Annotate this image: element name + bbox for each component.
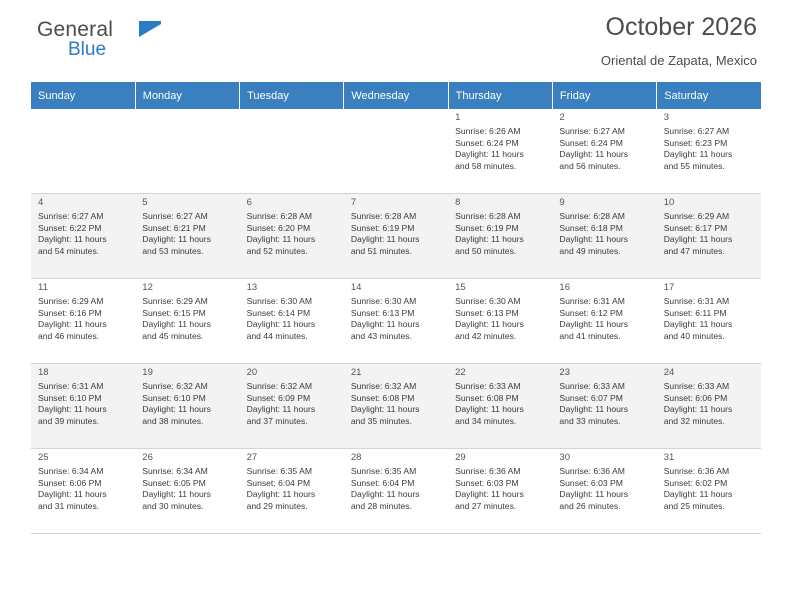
day-number: 30 <box>559 452 570 463</box>
day-detail-line: Sunrise: 6:32 AM <box>142 381 208 391</box>
day-detail-line: Sunrise: 6:30 AM <box>455 296 521 306</box>
day-detail-line: Sunrise: 6:36 AM <box>663 466 730 476</box>
day-detail-line: Daylight: 11 hours <box>455 489 524 500</box>
day-detail-line: Sunrise: 6:31 AM <box>38 381 104 391</box>
day-number: 21 <box>350 367 362 378</box>
day-detail-line: Daylight: 11 hours <box>559 489 629 500</box>
day-detail-line: Daylight: 11 hours <box>350 319 420 330</box>
day-number: 31 <box>663 452 675 463</box>
day-detail-line: Sunrise: 6:33 AM <box>455 381 521 391</box>
day-detail-line: Sunrise: 6:27 AM <box>663 126 730 136</box>
day-detail-line: Sunrise: 6:31 AM <box>559 296 625 306</box>
day-details <box>38 211 135 257</box>
weekday-header-sunday: Sunday <box>31 82 135 109</box>
day-detail-line: and 38 minutes. <box>142 415 204 426</box>
day-detail-line: Daylight: 11 hours <box>142 489 211 500</box>
day-detail-line: Sunrise: 6:27 AM <box>559 126 625 136</box>
weekday-header-tuesday: Tuesday <box>240 82 344 109</box>
day-detail-line: and 43 minutes. <box>350 330 412 341</box>
day-detail-line: Sunset: 6:05 PM <box>142 477 206 488</box>
day-detail-line: Sunrise: 6:30 AM <box>350 296 417 306</box>
day-detail-line: Daylight: 11 hours <box>246 489 316 500</box>
day-detail-line: and 47 minutes. <box>663 245 725 256</box>
day-number: 10 <box>663 197 675 208</box>
day-detail-line: Sunset: 6:11 PM <box>663 307 727 318</box>
day-detail-line: Sunset: 6:17 PM <box>663 222 728 233</box>
calendar-empty-cell <box>31 109 135 194</box>
day-number: 6 <box>246 197 252 208</box>
page-subtitle: Oriental de Zapata, Mexico <box>600 53 757 68</box>
day-details <box>559 296 656 342</box>
day-details <box>38 466 135 512</box>
day-detail-line: Daylight: 11 hours <box>246 319 316 330</box>
day-detail-line: Daylight: 11 hours <box>38 234 107 245</box>
calendar-day-cell[interactable] <box>657 194 761 279</box>
day-detail-line: Sunrise: 6:29 AM <box>38 296 104 306</box>
day-number: 2 <box>559 112 565 123</box>
day-number: 24 <box>663 367 675 378</box>
page-header <box>31 0 761 78</box>
day-detail-line: Sunrise: 6:34 AM <box>38 466 104 476</box>
calendar-day-cell[interactable] <box>448 279 552 364</box>
day-detail-line: Sunset: 6:03 PM <box>455 477 519 488</box>
day-details <box>38 296 135 342</box>
calendar-day-cell[interactable] <box>344 194 448 279</box>
day-detail-line: Daylight: 11 hours <box>350 234 420 245</box>
day-detail-line: Sunrise: 6:35 AM <box>350 466 417 476</box>
day-detail-line: Sunrise: 6:34 AM <box>142 466 208 476</box>
day-details <box>142 466 239 512</box>
day-detail-line: Daylight: 11 hours <box>142 234 211 245</box>
calendar-day-cell[interactable] <box>31 449 135 534</box>
day-detail-line: Sunset: 6:13 PM <box>455 307 519 318</box>
day-details <box>559 381 656 427</box>
day-details <box>664 296 761 342</box>
calendar-day-cell[interactable] <box>240 194 344 279</box>
day-number: 4 <box>38 197 44 208</box>
calendar-day-cell[interactable] <box>135 449 239 534</box>
day-detail-line: Sunrise: 6:36 AM <box>455 466 521 476</box>
weekday-header-saturday: Saturday <box>657 82 761 109</box>
day-detail-line: Daylight: 11 hours <box>142 404 211 415</box>
day-detail-line: Sunrise: 6:36 AM <box>559 466 625 476</box>
day-detail-line: Sunrise: 6:28 AM <box>350 211 417 221</box>
logo-text-general: General <box>37 18 114 41</box>
calendar-day-cell[interactable] <box>448 449 552 534</box>
day-detail-line: and 40 minutes. <box>663 330 725 341</box>
day-detail-line: Daylight: 11 hours <box>455 149 524 160</box>
calendar-day-cell[interactable] <box>552 109 656 194</box>
day-number: 26 <box>142 452 153 463</box>
calendar-day-cell[interactable] <box>240 364 344 449</box>
calendar-week-row <box>31 109 761 194</box>
weekday-header-thursday: Thursday <box>448 82 552 109</box>
calendar-empty-cell <box>135 109 239 194</box>
day-number: 27 <box>246 452 258 463</box>
day-detail-line: Daylight: 11 hours <box>246 404 316 415</box>
day-details <box>351 466 448 512</box>
day-details <box>455 381 552 427</box>
calendar-day-cell[interactable] <box>31 279 135 364</box>
day-detail-line: and 39 minutes. <box>38 415 100 426</box>
day-number: 14 <box>350 282 362 293</box>
day-detail-line: Sunset: 6:14 PM <box>246 307 311 318</box>
day-detail-line: Daylight: 11 hours <box>559 149 629 160</box>
day-number: 28 <box>350 452 362 463</box>
day-detail-line: Daylight: 11 hours <box>455 319 524 330</box>
day-detail-line: and 32 minutes. <box>663 415 725 426</box>
day-detail-line: and 35 minutes. <box>350 415 412 426</box>
blue-flag-icon <box>137 20 165 39</box>
day-detail-line: Sunrise: 6:29 AM <box>663 211 730 221</box>
day-detail-line: Daylight: 11 hours <box>663 234 733 245</box>
day-detail-line: and 51 minutes. <box>350 245 412 256</box>
day-detail-line: Daylight: 11 hours <box>663 404 733 415</box>
day-detail-line: Daylight: 11 hours <box>559 319 629 330</box>
day-detail-line: and 53 minutes. <box>142 245 204 256</box>
calendar-body <box>31 109 761 534</box>
calendar-day-cell[interactable] <box>344 449 448 534</box>
day-detail-line: Sunrise: 6:28 AM <box>559 211 625 221</box>
day-detail-line: and 31 minutes. <box>38 500 100 511</box>
day-detail-line: Daylight: 11 hours <box>559 234 629 245</box>
calendar-day-cell[interactable] <box>448 194 552 279</box>
day-number: 16 <box>559 282 570 293</box>
day-details <box>247 466 344 512</box>
day-detail-line: Sunset: 6:07 PM <box>559 392 623 403</box>
logo[interactable] <box>37 18 267 70</box>
calendar-day-cell[interactable] <box>448 109 552 194</box>
day-number: 8 <box>455 197 461 208</box>
day-detail-line: Sunrise: 6:32 AM <box>350 381 417 391</box>
calendar-day-cell[interactable] <box>552 364 656 449</box>
day-detail-line: and 29 minutes. <box>246 500 308 511</box>
day-detail-line: Sunrise: 6:31 AM <box>663 296 730 306</box>
day-number: 3 <box>663 112 669 123</box>
day-details <box>664 126 761 172</box>
day-details <box>664 466 761 512</box>
day-number: 5 <box>142 197 148 208</box>
day-details <box>38 381 135 427</box>
day-detail-line: Daylight: 11 hours <box>38 489 107 500</box>
day-detail-line: and 55 minutes. <box>663 160 725 171</box>
day-detail-line: and 27 minutes. <box>455 500 517 511</box>
day-number: 17 <box>663 282 675 293</box>
day-details <box>351 296 448 342</box>
calendar-week-row <box>31 364 761 449</box>
day-detail-line: Daylight: 11 hours <box>663 489 733 500</box>
day-detail-line: and 50 minutes. <box>455 245 517 256</box>
day-details <box>247 296 344 342</box>
calendar-day-cell[interactable] <box>31 364 135 449</box>
day-detail-line: Sunset: 6:19 PM <box>350 222 415 233</box>
day-detail-line: Sunset: 6:12 PM <box>559 307 623 318</box>
calendar-day-cell[interactable] <box>135 194 239 279</box>
day-detail-line: and 25 minutes. <box>663 500 725 511</box>
day-detail-line: and 56 minutes. <box>559 160 621 171</box>
day-detail-line: Sunset: 6:10 PM <box>142 392 206 403</box>
day-detail-line: Daylight: 11 hours <box>38 319 107 330</box>
day-detail-line: Sunset: 6:21 PM <box>142 222 206 233</box>
day-detail-line: Sunset: 6:22 PM <box>38 222 102 233</box>
day-number: 22 <box>455 367 466 378</box>
day-detail-line: Sunset: 6:13 PM <box>350 307 415 318</box>
page-title: October 2026 <box>605 13 757 41</box>
day-details <box>455 296 552 342</box>
day-detail-line: and 49 minutes. <box>559 245 621 256</box>
day-number: 18 <box>38 367 49 378</box>
day-detail-line: Sunset: 6:24 PM <box>559 137 623 148</box>
logo-text-blue: Blue <box>68 39 107 60</box>
day-number: 9 <box>559 197 565 208</box>
day-detail-line: and 33 minutes. <box>559 415 621 426</box>
day-detail-line: Daylight: 11 hours <box>455 234 524 245</box>
weekday-header-monday: Monday <box>135 82 239 109</box>
day-detail-line: Sunrise: 6:33 AM <box>663 381 730 391</box>
calendar-day-cell[interactable] <box>552 449 656 534</box>
day-detail-line: Sunrise: 6:30 AM <box>246 296 313 306</box>
day-detail-line: and 46 minutes. <box>38 330 100 341</box>
calendar-day-cell[interactable] <box>657 109 761 194</box>
day-detail-line: Sunrise: 6:27 AM <box>38 211 104 221</box>
day-detail-line: Daylight: 11 hours <box>38 404 107 415</box>
day-details <box>247 381 344 427</box>
day-number: 29 <box>455 452 466 463</box>
calendar-day-cell[interactable] <box>135 279 239 364</box>
day-detail-line: Sunrise: 6:26 AM <box>455 126 521 136</box>
day-details <box>142 211 239 257</box>
day-detail-line: Sunset: 6:09 PM <box>246 392 311 403</box>
day-detail-line: and 44 minutes. <box>246 330 308 341</box>
day-number: 7 <box>350 197 357 208</box>
day-details <box>142 381 239 427</box>
day-detail-line: Daylight: 11 hours <box>350 404 420 415</box>
calendar-table <box>31 82 761 534</box>
weekday-header-row <box>31 82 761 109</box>
calendar-day-cell[interactable] <box>552 194 656 279</box>
calendar-week-row <box>31 194 761 279</box>
day-number: 20 <box>246 367 258 378</box>
calendar-day-cell[interactable] <box>344 279 448 364</box>
day-detail-line: Sunset: 6:23 PM <box>663 137 728 148</box>
calendar-day-cell[interactable] <box>448 364 552 449</box>
day-details <box>559 211 656 257</box>
day-number: 19 <box>142 367 153 378</box>
title-block <box>601 12 757 69</box>
day-detail-line: and 30 minutes. <box>142 500 204 511</box>
day-details <box>455 211 552 257</box>
day-detail-line: Sunset: 6:18 PM <box>559 222 623 233</box>
calendar-day-cell[interactable] <box>552 279 656 364</box>
day-details <box>351 211 448 257</box>
day-detail-line: Sunrise: 6:28 AM <box>246 211 313 221</box>
day-detail-line: Sunset: 6:16 PM <box>38 307 102 318</box>
day-detail-line: and 58 minutes. <box>455 160 517 171</box>
day-detail-line: Sunrise: 6:35 AM <box>246 466 313 476</box>
weekday-header-wednesday: Wednesday <box>344 82 448 109</box>
day-number: 1 <box>455 112 461 123</box>
day-detail-line: Sunset: 6:20 PM <box>246 222 311 233</box>
day-detail-line: Sunset: 6:24 PM <box>455 137 519 148</box>
day-detail-line: Sunset: 6:04 PM <box>246 477 311 488</box>
day-detail-line: Sunset: 6:19 PM <box>455 222 519 233</box>
day-detail-line: Sunrise: 6:29 AM <box>142 296 208 306</box>
day-detail-line: Daylight: 11 hours <box>142 319 211 330</box>
day-detail-line: Sunset: 6:06 PM <box>663 392 728 403</box>
day-details <box>455 466 552 512</box>
day-detail-line: Sunset: 6:08 PM <box>455 392 519 403</box>
day-detail-line: Daylight: 11 hours <box>350 489 420 500</box>
day-detail-line: Daylight: 11 hours <box>246 234 316 245</box>
day-details <box>664 381 761 427</box>
calendar-day-cell[interactable] <box>344 364 448 449</box>
day-detail-line: and 42 minutes. <box>455 330 517 341</box>
day-detail-line: Sunrise: 6:33 AM <box>559 381 625 391</box>
day-detail-line: Daylight: 11 hours <box>663 319 733 330</box>
day-detail-line: Sunset: 6:03 PM <box>559 477 623 488</box>
day-detail-line: and 41 minutes. <box>559 330 621 341</box>
day-detail-line: and 37 minutes. <box>246 415 308 426</box>
calendar-day-cell[interactable] <box>31 194 135 279</box>
calendar-day-cell[interactable] <box>657 364 761 449</box>
calendar-day-cell[interactable] <box>657 449 761 534</box>
calendar-empty-cell <box>240 109 344 194</box>
day-detail-line: and 26 minutes. <box>559 500 621 511</box>
calendar-week-row <box>31 449 761 534</box>
day-number: 15 <box>455 282 466 293</box>
calendar-empty-cell <box>344 109 448 194</box>
day-detail-line: and 28 minutes. <box>350 500 412 511</box>
day-number: 11 <box>38 282 48 293</box>
day-detail-line: and 45 minutes. <box>142 330 204 341</box>
day-details <box>664 211 761 257</box>
day-details <box>351 381 448 427</box>
day-details <box>559 126 656 172</box>
day-details <box>247 211 344 257</box>
day-detail-line: Daylight: 11 hours <box>455 404 524 415</box>
day-detail-line: Sunset: 6:08 PM <box>350 392 415 403</box>
day-detail-line: and 54 minutes. <box>38 245 100 256</box>
day-detail-line: and 52 minutes. <box>246 245 308 256</box>
calendar-day-cell[interactable] <box>135 364 239 449</box>
day-detail-line: Sunset: 6:04 PM <box>350 477 415 488</box>
day-detail-line: Sunset: 6:15 PM <box>142 307 206 318</box>
day-number: 12 <box>142 282 153 293</box>
day-detail-line: Sunset: 6:02 PM <box>663 477 728 488</box>
day-detail-line: Sunset: 6:10 PM <box>38 392 102 403</box>
calendar-day-cell[interactable] <box>657 279 761 364</box>
day-details <box>559 466 656 512</box>
day-number: 25 <box>38 452 49 463</box>
day-detail-line: and 34 minutes. <box>455 415 517 426</box>
day-detail-line: Daylight: 11 hours <box>559 404 629 415</box>
day-detail-line: Sunrise: 6:32 AM <box>246 381 313 391</box>
day-number: 23 <box>559 367 570 378</box>
day-detail-line: Sunrise: 6:28 AM <box>455 211 521 221</box>
day-details <box>142 296 239 342</box>
weekday-header-friday: Friday <box>552 82 656 109</box>
calendar-day-cell[interactable] <box>240 279 344 364</box>
day-details <box>455 126 552 172</box>
day-detail-line: Daylight: 11 hours <box>663 149 733 160</box>
calendar-week-row <box>31 279 761 364</box>
calendar-day-cell[interactable] <box>240 449 344 534</box>
day-detail-line: Sunset: 6:06 PM <box>38 477 102 488</box>
day-detail-line: Sunrise: 6:27 AM <box>142 211 208 221</box>
day-number: 13 <box>246 282 258 293</box>
